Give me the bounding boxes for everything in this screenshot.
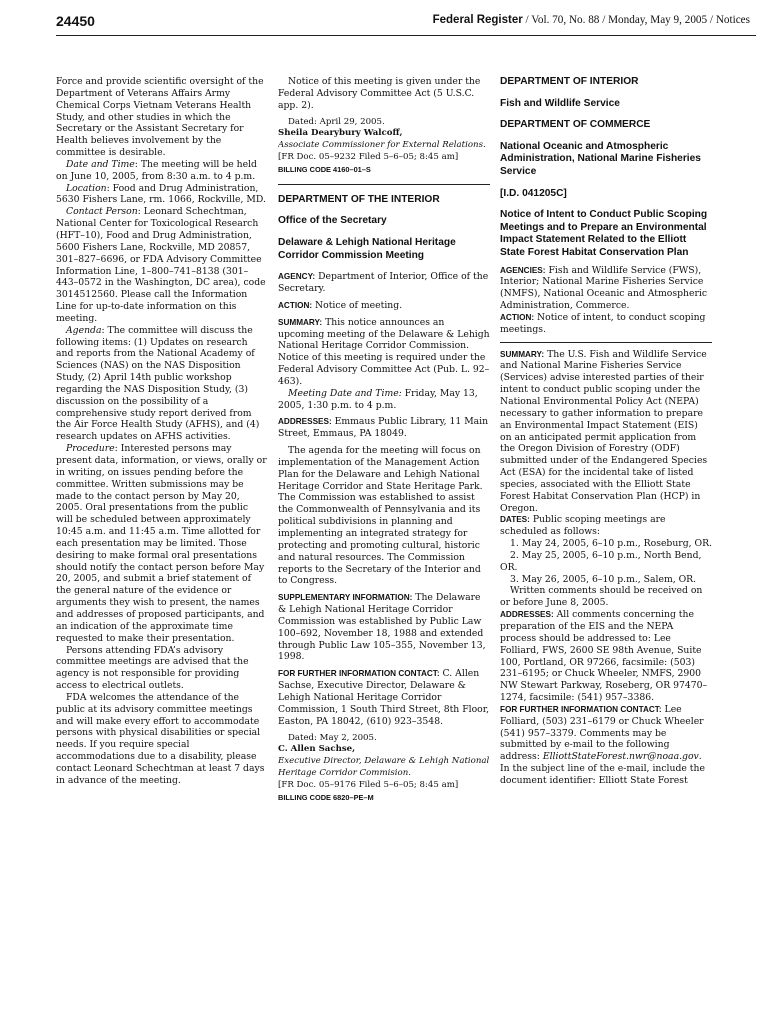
- summary-paragraph-2: SUMMARY: The U.S. Fish and Wildlife Service and National Marine Fisheries Service (Services) advise interested parties of their intent to conduct public scoping under the National Environmental Policy Act (NEPA) necessary to gather information to prepare an Environmental Impact Statement (EIS) on an anticipated permit application from the Oregon Division of Forestry (ODF) submitted under of the Endangered Species Act (ESA) for the incidental take of listed species, associated with the Elliott State Forest Habitat Conservation Plan (HCP) in Oregon.: [500, 348, 708, 514]
- outlets-paragraph: Persons attending FDA’s advisory committee meetings are advised that the agency is not responsible for providing access to electrical outlets.: [56, 644, 249, 692]
- agenda-label: Agenda: [66, 324, 102, 336]
- dated-line: Dated: April 29, 2005.: [288, 116, 385, 127]
- addresses-paragraph: ADDRESSES: Emmaus Public Library, 11 Main Street, Emmaus, PA 18049.: [278, 416, 489, 440]
- billing-code-2: BILLING CODE 6820–PE–M: [278, 792, 374, 802]
- contact-label: Contact Person: [66, 206, 138, 218]
- supplementary-paragraph: SUPPLEMENTARY INFORMATION: The Delaware & Lehigh National Heritage Corridor Commission was established by Public Law 100–692, November 18, 1988 and extended through Public Law 105–355, November 13, 1998.: [278, 592, 486, 663]
- action-paragraph-2: ACTION: Notice of intent, to conduct scoping meetings.: [500, 311, 706, 335]
- publication-name: Federal Register: [432, 14, 523, 26]
- column-2: [278, 76, 490, 1021]
- email-address: ElliottStateForest.nwr@noaa.gov: [542, 751, 699, 763]
- summary-paragraph: SUMMARY: This notice announces an upcoming meeting of the Delaware & Lehigh National Heritage Corridor Commission. Notice of this meeting is required under the Federal Advisory Committee Act (Pub. L. 92–463).: [278, 316, 490, 387]
- location-paragraph: Location: Food and Drug Administration, 5630 Fishers Lane, rm. 1066, Rockville, MD.: [56, 182, 266, 206]
- agency-paragraph: AGENCY: Department of Interior, Office of the Secretary.: [278, 271, 489, 294]
- signer-title-2: Executive Director, Delaware & Lehigh National Heritage Corridor Commision.: [278, 756, 490, 779]
- meeting-item: 1. May 24, 2005, 6–10 p.m., Roseburg, OR.: [510, 538, 712, 550]
- notice-subject-2: Notice of Intent to Conduct Public Scoping Meetings and to Prepare an Environmental Impact Statement Related to the Elliott State Forest Habitat Conservation Plan: [500, 209, 708, 258]
- meeting-item: 3. May 26, 2005, 6–10 p.m., Salem, OR.: [510, 573, 697, 585]
- column-3: [500, 76, 712, 1021]
- written-comments-paragraph: Written comments should be received on or before June 8, 2005.: [500, 585, 703, 609]
- dated-line-2: Dated: May 2, 2005.: [288, 732, 377, 743]
- signer-name: Sheila Dearybury Walcoff,: [278, 128, 403, 139]
- agenda-paragraph: Agenda: The committee will discuss the following items: (1) Updates on research and reports from the National Academy of Sciences (NAS) on the NAS Disposition Study, (2) April 14th public workshop regarding the NAS Disposition Study, (3) discussion on the possibility of a comprehensive study report derived from the Air Force Health Study (AFHS), and (4) research updates on AFHS activities.: [56, 324, 260, 443]
- location-label: Location: [66, 182, 107, 194]
- page-number: 24450: [56, 13, 95, 29]
- column-1: [56, 76, 267, 1021]
- office-heading: Office of the Secretary: [278, 215, 387, 227]
- fr-doc-line-2: [FR Doc. 05–9176 Filed 5–6–05; 8:45 am]: [278, 779, 459, 790]
- agencies-paragraph: AGENCIES: Fish and Wildlife Service (FWS), Interior; National Marine Fisheries Service (NMFS), National Oceanic and Atmospheric Administration, Commerce.: [500, 264, 708, 312]
- department-commerce-heading: DEPARTMENT OF COMMERCE: [500, 119, 651, 131]
- meeting-item: 2. May 25, 2005, 6–10 p.m., North Bend, OR.: [500, 549, 702, 573]
- signer-title: Associate Commissioner for External Relations.: [278, 140, 486, 151]
- signer-name-2: C. Allen Sachse,: [278, 744, 356, 755]
- agenda-focus-paragraph: The agenda for the meeting will focus on implementation of the Management Action Plan for the Delaware and Lehigh National Heritage Corridor and State Heritage Park. The Commission was established to assist the Commonwealth of Pennsylvania and its political subdivisions in planning and implementing an integrated strategy for protecting and promoting cultural, historic and natural resources. The Commission reports to the Secretary of the Interior and to Congress.: [278, 445, 483, 587]
- procedure-label: Procedure: [66, 443, 115, 455]
- procedure-paragraph: Procedure: Interested persons may present data, information, or views, orally or in writing, on issues pending before the committee. Written submissions may be made to the contact person by May 20, 2005. Oral presentations from the public will be scheduled between approximately 10:45 a.m. and 11:45 a.m. Time allotted for each presentation may be limited. Those desiring to make formal oral presentations should notify the contact person before May 20, 2005, and submit a brief statement of the general nature of the evidence or arguments they wish to present, the names and addresses of proposed participants, and an indication of the approximate time requested to make their presentation.: [56, 443, 267, 644]
- notice-subject: Delaware & Lehigh National Heritage Corridor Commission Meeting: [278, 236, 456, 261]
- page-header: [56, 13, 756, 36]
- dates-paragraph: DATES: Public scoping meetings are scheduled as follows:: [500, 514, 666, 538]
- addresses-paragraph-2: ADDRESSES: All comments concerning the preparation of the EIS and the NEPA process should be addressed to: Lee Folliard, FWS, 2600 SE 98th Avenue, Suite 100, Portland, OR 97266, facsimile: (503) 231–6195; or Chuck Wheeler, NMFS, 2900 NW Stewart Parkway, Roseberg, OR 97470–1274, facsimile: (541) 957–3386.: [500, 609, 708, 704]
- running-head: [433, 14, 750, 26]
- action-paragraph: ACTION: Notice of meeting.: [278, 299, 403, 311]
- meeting-date-paragraph: Meeting Date and Time: Friday, May 13, 2005, 1:30 p.m. to 4 p.m.: [278, 387, 478, 411]
- notice-paragraph: Notice of this meeting is given under the Federal Advisory Committee Act (5 U.S.C. app. 2).: [278, 76, 481, 111]
- billing-code: BILLING CODE 4160–01–S: [278, 164, 371, 174]
- further-info-paragraph-2: FOR FURTHER INFORMATION CONTACT: Lee Folliard, (503) 231–6179 or Chuck Wheeler (541) 957–3379. Comments may be submitted by e-mail to the following address: ElliottStateForest.nwr@noaa.gov. In the subject line of the e-mail, include the document identifier: Elliott State Forest: [500, 703, 705, 786]
- fr-doc-line: [FR Doc. 05–9232 Filed 5–6–05; 8:45 am]: [278, 152, 459, 163]
- date-label: Date and Time: [66, 158, 135, 170]
- summary-divider: [500, 342, 712, 343]
- department-interior-heading: DEPARTMENT OF INTERIOR: [500, 76, 639, 87]
- further-info-paragraph: FOR FURTHER INFORMATION CONTACT: C. Allen Sachse, Executive Director, Delaware & Lehigh National Heritage Corridor Commission, 1 South Third Street, 8th Floor, Easton, PA 18042, (610) 923–3548.: [278, 668, 490, 727]
- disabilities-paragraph: FDA welcomes the attendance of the public at its advisory committee meetings and will make every effort to accommodate persons with physical disabilities or special needs. If you require special accommodations due to a disability, please contact Leonard Schechtman at least 7 days in advance of the meeting.: [56, 691, 265, 786]
- noaa-heading: National Oceanic and Atmospheric Administration, National Marine Fisheries Service: [500, 140, 701, 177]
- date-and-time-paragraph: Date and Time: The meeting will be held on June 10, 2005, from 8:30 a.m. to 4 p.m.: [56, 158, 257, 182]
- committee-description: Force and provide scientific oversight of the Department of Veterans Affairs Army Chemical Corps Vietnam Veterans Health Study, and other studies in which the Secretary or the Assistant Secretary for Health believes involvement by the committee is desirable.: [56, 76, 264, 159]
- document-id: [I.D. 041205C]: [500, 187, 567, 199]
- contact-person-paragraph: Contact Person: Leonard Schechtman, National Center for Toxicological Research (HFT–10), Food and Drug Administration, 5600 Fishers Lane, Rockville, MD 20857, 301–827–6696, or FDA Advisory Committee Information Line, 1–800–741–8138 (301–443–0572 in the Washington, DC area), code 3014512560. Please call the Information Line for up-to-date information on this meeting.: [56, 206, 266, 324]
- fws-heading: Fish and Wildlife Service: [500, 97, 620, 109]
- department-heading: DEPARTMENT OF THE INTERIOR: [278, 193, 440, 205]
- section-divider: [278, 184, 490, 185]
- issue-info: / Vol. 70, No. 88 / Monday, May 9, 2005 / Notices: [522, 14, 750, 26]
